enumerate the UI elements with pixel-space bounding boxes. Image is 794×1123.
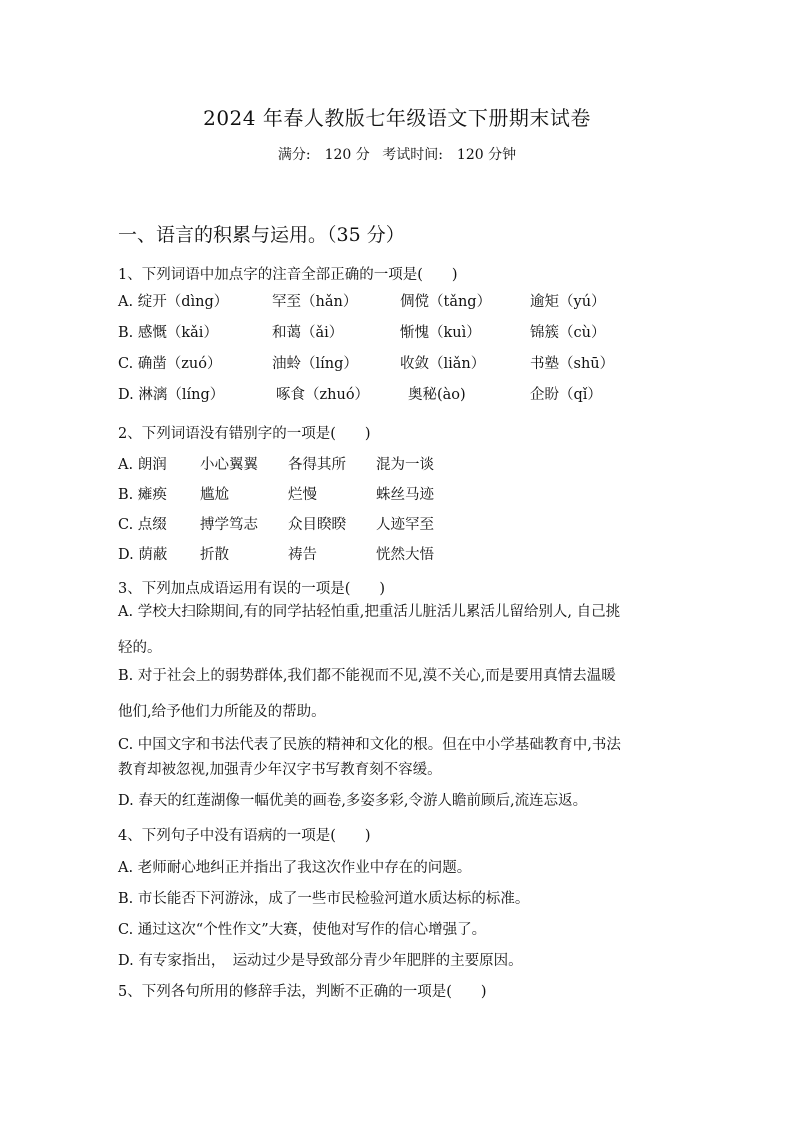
q2-option-d-1: D. 荫蔽 (118, 547, 168, 563)
q2-option-c-1: C. 点缀 (118, 517, 167, 533)
q1-option-c-4: 书塾（shū） (530, 356, 615, 372)
q2-option-b-2: 尴尬 (200, 487, 229, 503)
q4-option-d: D. 有专家指出， 运动过少是导致部分青少年肥胖的主要原因。 (118, 953, 523, 969)
q2-option-d-3: 祷告 (288, 547, 317, 563)
question-4-stem: 4、下列句子中没有语病的一项是( ) (118, 828, 371, 844)
q1-option-c-3: 收敛（liǎn） (400, 356, 486, 372)
exam-meta (0, 144, 794, 164)
q1-option-b-2: 和蔼（ǎi） (272, 325, 344, 341)
q2-option-b-3: 烂慢 (288, 487, 317, 503)
q2-option-a-4: 混为一谈 (376, 457, 434, 473)
full-score: 满分: 120 分 (277, 147, 370, 163)
q4-option-a: A. 老师耐心地纠正并指出了我这次作业中存在的问题。 (118, 860, 472, 876)
q4-option-b: B. 市长能否下河游泳，成了一些市民检验河道水质达标的标准。 (118, 891, 530, 907)
q1-option-c-1: C. 确凿（zuó） (118, 356, 222, 372)
q1-option-a-1: A. 绽开（dìng） (118, 294, 229, 310)
q1-option-a-4: 逾矩（yú） (530, 294, 606, 310)
q1-option-b-3: 惭愧（kuì） (400, 325, 481, 341)
q2-option-c-3: 众目睽睽 (288, 517, 346, 533)
question-2-stem: 2、下列词语没有错别字的一项是( ) (118, 426, 371, 442)
exam-title: 2024 年春人教版七年级语文下册期末试卷 (203, 106, 591, 130)
question-1-stem: 1、下列词语中加点字的注音全部正确的一项是( ) (118, 267, 458, 283)
q3-option-c-line1: C. 中国文字和书法代表了民族的精神和文化的根。但在中小学基础教育中,书法 (118, 737, 621, 753)
q1-option-c-2: 油蛉（líng） (272, 356, 358, 372)
q2-option-a-3: 各得其所 (288, 457, 346, 473)
question-3-stem: 3、下列加点成语运用有误的一项是( ) (118, 581, 386, 597)
exam-duration: 考试时间: 120 分钟 (382, 147, 517, 163)
q1-option-d-4: 企盼（qǐ） (530, 387, 602, 403)
q2-option-d-2: 折散 (200, 547, 229, 563)
q3-option-b-line1: B. 对于社会上的弱势群体,我们都不能视而不见,漠不关心,而是要用真情去温暖 (118, 668, 616, 684)
question-5-stem: 5、下列各句所用的修辞手法，判断不正确的一项是( ) (118, 984, 487, 1000)
q1-option-d-2: 啄食（zhuó） (276, 387, 370, 403)
q1-option-a-3: 倜傥（tǎng） (400, 294, 492, 310)
q3-option-a-line2: 轻的。 (118, 640, 162, 656)
q2-option-a-2: 小心翼翼 (200, 457, 258, 473)
q4-option-c: C. 通过这次“个性作文”大赛，使他对写作的信心增强了。 (118, 922, 487, 938)
q1-option-b-1: B. 感慨（kǎi） (118, 325, 218, 341)
q3-option-c-line2: 教育却被忽视,加强青少年汉字书写教育刻不容缓。 (118, 762, 442, 778)
q3-option-b-line2: 他们,给予他们力所能及的帮助。 (118, 704, 326, 720)
q2-option-c-2: 搏学笃志 (200, 517, 258, 533)
q3-option-a-line1: A. 学校大扫除期间,有的同学拈轻怕重,把重活儿脏活儿累活儿留给别人, 自己挑 (118, 604, 621, 620)
q1-option-b-4: 锦簇（cù） (530, 325, 606, 341)
section-heading: 一、语言的积累与运用。（35 分） (118, 224, 405, 246)
q1-option-a-2: 罕至（hǎn） (272, 294, 358, 310)
q1-option-d-3: 奥秘(ào) (408, 387, 466, 403)
q3-option-d: D. 春天的红莲湖像一幅优美的画卷,多姿多彩,令游人瞻前顾后,流连忘返。 (118, 793, 588, 809)
q2-option-a-1: A. 朗润 (118, 457, 167, 473)
q1-option-d-1: D. 淋漓（líng） (118, 387, 225, 403)
q2-option-b-1: B. 瘫痪 (118, 487, 167, 503)
q2-option-d-4: 恍然大悟 (376, 547, 434, 563)
q2-option-c-4: 人迹罕至 (376, 517, 434, 533)
q2-option-b-4: 蛛丝马迹 (376, 487, 434, 503)
